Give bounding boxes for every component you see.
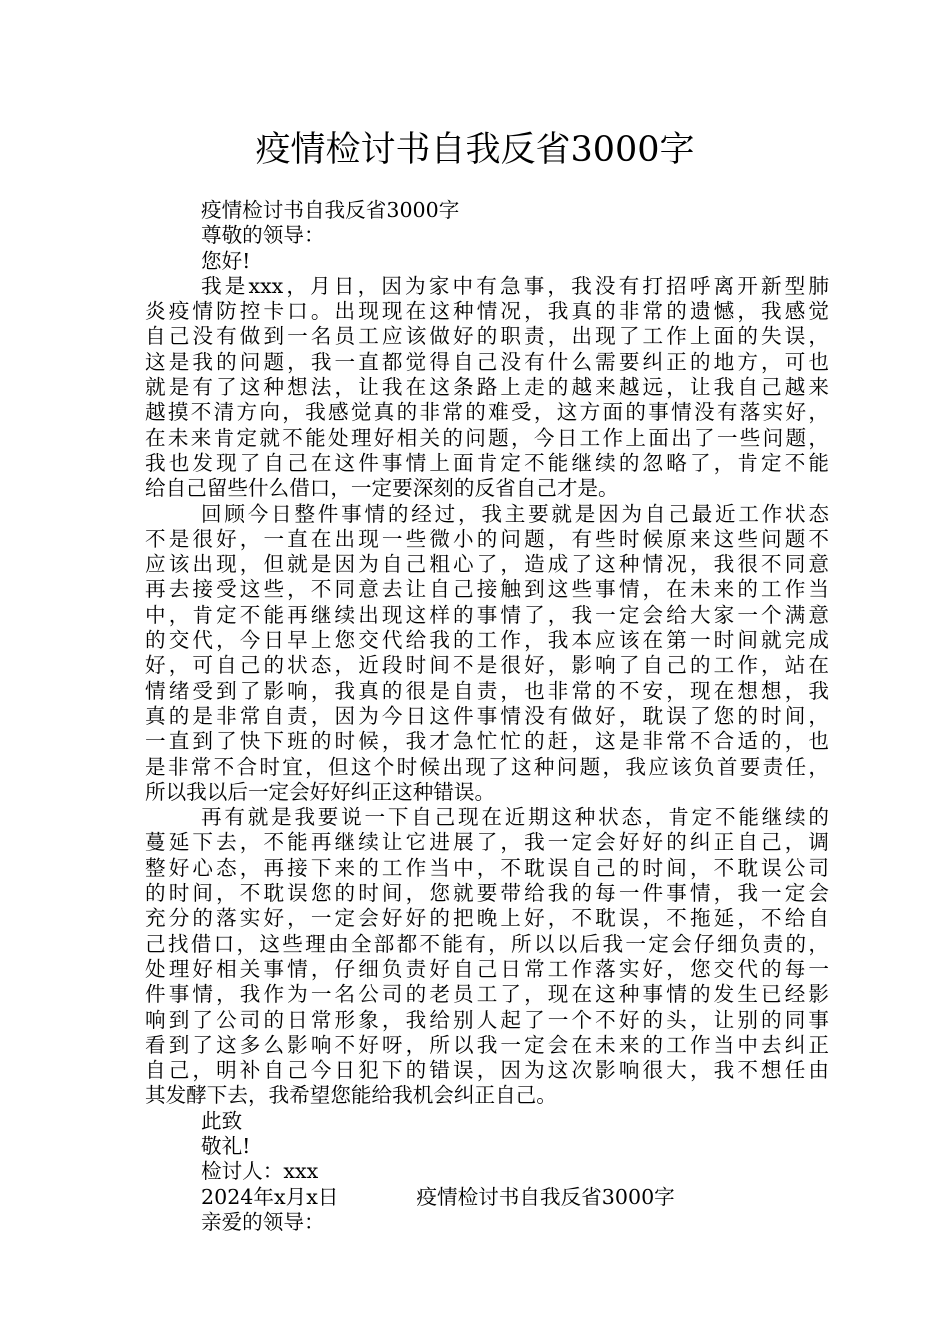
text-line: 不是很好，一直在出现一些微小的问题，有些时候原来这些问题不	[145, 526, 829, 551]
text-line: 一直到了快下班的时候，我才急忙忙的赶，这是非常不合适的，也	[145, 729, 829, 754]
text-line: 回顾今日整件事情的经过，我主要就是因为自己最近工作状态	[201, 501, 829, 526]
text-line: 整好心态，再接下来的工作当中，不耽误自己的时间，不耽误公司	[145, 855, 829, 880]
text-line: 自己没有做到一名员工应该做好的职责，出现了工作上面的失误，	[145, 324, 829, 349]
text-line: 响到了公司的日常形象，我给别人起了一个不好的头，让别的同事	[145, 1007, 829, 1032]
text-line: 自己，明补自己今日犯下的错误，因为这次影响很大，我不想任由	[145, 1058, 829, 1083]
date-line	[145, 1185, 829, 1210]
text-line: 越摸不清方向，我感觉真的非常的难受，这方面的事情没有落实好，	[145, 400, 829, 425]
text-line: 的交代，今日早上您交代给我的工作，我本应该在第一时间就完成	[145, 628, 829, 653]
next-document-title: 疫情检讨书自我反省3000字	[416, 1184, 675, 1209]
text-line: 己找借口，这些理由全部都不能有，所以以后我一定会仔细负责的，	[145, 931, 829, 956]
text-line: 件事情，我作为一名公司的老员工了，现在这种事情的发生已经影	[145, 982, 829, 1007]
subtitle-line: 疫情检讨书自我反省3000字	[201, 198, 460, 222]
text-line: 给自己留些什么借口，一定要深刻的反省自己才是。	[145, 476, 619, 501]
text-line: 这是我的问题，我一直都觉得自己没有什么需要纠正的地方，可也	[145, 349, 829, 374]
salutation-line: 尊敬的领导：	[201, 223, 325, 248]
text-line: 在未来肯定就不能处理好相关的问题，今日工作上面出了一些问题，	[145, 425, 829, 450]
document-body	[145, 198, 829, 1235]
closing-line: 此致	[201, 1108, 243, 1133]
text-line: 充分的落实好，一定会好好的把晚上好，不耽误，不拖延，不给自	[145, 906, 829, 931]
salutation-line: 亲爱的领导：	[201, 1209, 325, 1234]
text-line: 我也发现了自己在这件事情上面肯定不能继续的忽略了，肯定不能	[145, 450, 829, 475]
text-line: 中，肯定不能再继续出现这样的事情了，我一定会给大家一个满意	[145, 602, 829, 627]
date-text: 2024年x月x日	[201, 1184, 339, 1209]
greeting-line: 您好!	[201, 248, 251, 273]
text-line: 应该出现，但就是因为自己粗心了，造成了这种情况，我很不同意	[145, 552, 829, 577]
text-line: 炎疫情防控卡口。出现现在这种情况，我真的非常的遗憾，我感觉	[145, 299, 829, 324]
text-line: 就是有了这种想法，让我在这条路上走的越来越远，让我自己越来	[145, 375, 829, 400]
text-line: 处理好相关事情，仔细负责好自己日常工作落实好，您交代的每一	[145, 956, 829, 981]
text-line: 我是xxx，月日，因为家中有急事，我没有打招呼离开新型肺	[201, 273, 829, 298]
signature-line: 检讨人：xxx	[201, 1159, 319, 1184]
closing-line: 敬礼!	[201, 1133, 251, 1158]
text-line: 真的是非常自责，因为今日这件事情没有做好，耽误了您的时间，	[145, 703, 829, 728]
text-line: 其发酵下去，我希望您能给我机会纠正自己。	[145, 1083, 557, 1108]
text-line: 是非常不合时宜，但这个时候出现了这种问题，我应该负首要责任，	[145, 754, 829, 779]
text-line: 蔓延下去，不能再继续让它进展了，我一定会好好的纠正自己，调	[145, 830, 829, 855]
text-line: 所以我以后一定会好好纠正这种错误。	[145, 779, 496, 804]
text-line: 再有就是我要说一下自己现在近期这种状态，肯定不能继续的	[201, 805, 829, 830]
text-line: 好，可自己的状态，近段时间不是很好，影响了自己的工作，站在	[145, 653, 829, 678]
text-line: 的时间，不耽误您的时间，您就要带给我的每一件事情，我一定会	[145, 881, 829, 906]
text-line: 再去接受这些，不同意去让自己接触到这些事情，在未来的工作当	[145, 577, 829, 602]
document-title: 疫情检讨书自我反省3000字	[255, 130, 695, 170]
text-line: 看到了这多么影响不好呀，所以我一定会在未来的工作当中去纠正	[145, 1032, 829, 1057]
text-line: 情绪受到了影响，我真的很是自责，也非常的不安，现在想想，我	[145, 678, 829, 703]
